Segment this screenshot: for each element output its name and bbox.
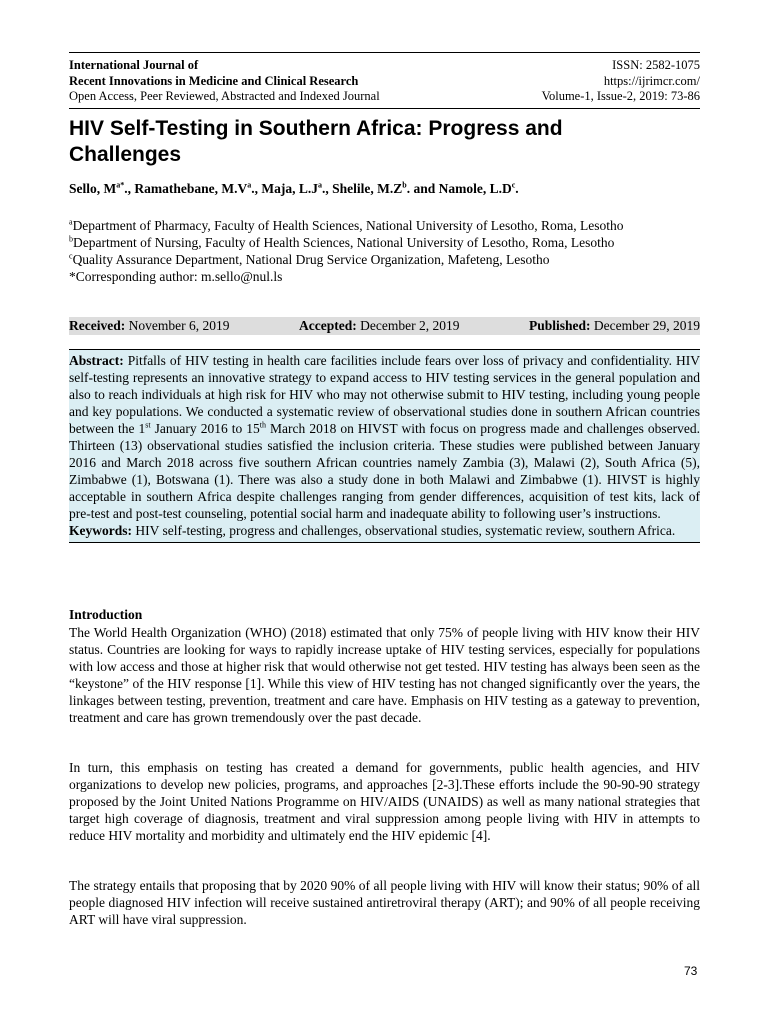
author: Shelile, M.Z bbox=[332, 181, 403, 196]
author: Sello, M bbox=[69, 181, 117, 196]
body-paragraph: In turn, this emphasis on testing has created a demand for governments, public health agencies, and HIV organizations to develop new policies, programs, and approaches [2-3].These efforts include the 90-90-90 strategy proposed by the Joint United Nations Programme on HIV/AIDS (UNAIDS) as well as many national strategies that target high coverage of diagnosis, treatment and viral suppression among people living with HIV in attempts to reduce HIV mortality and morbidity and ultimately end the HIV epidemic [4]. bbox=[69, 760, 700, 843]
paper-title: HIV Self-Testing in Southern Africa: Progress and Challenges bbox=[69, 117, 563, 166]
received-date: Received: November 6, 2019 bbox=[69, 318, 230, 333]
author: Namole, L.D bbox=[438, 181, 512, 196]
affiliation: $^c$Quality Assurance Department, National Drug Service Organization, Mafeteng, Lesotho bbox=[69, 251, 550, 267]
body-paragraph: The strategy entails that proposing that by 2020 90% of all people living with HIV will know their status; 90% of all people diagnosed HIV infection will receive sustained antiretroviral therapy (ART); and 90% of all people receiving ART will have viral suppression. bbox=[69, 878, 700, 927]
journal-name-line1: International Journal of bbox=[69, 58, 199, 72]
keywords: Keywords: HIV self-testing, progress and challenges, observational studies, systematic review, southern Africa. bbox=[69, 523, 676, 538]
author: Maja, L.J bbox=[261, 181, 318, 196]
journal-url[interactable]: https://ijrimcr.com/ bbox=[603, 73, 700, 88]
journal-description: Open Access, Peer Reviewed, Abstracted and Indexed Journal bbox=[69, 89, 380, 103]
issn: ISSN: 2582-1075 bbox=[612, 58, 700, 72]
author-list: Sello, $M^{a*}$., Ramathebane, $M.V^a$., Maja, $L.J^a$., Shelile, $M.Z^b$. and Namole, $L.D^c$. bbox=[69, 180, 519, 196]
affiliations bbox=[69, 217, 700, 285]
page-number: 73 bbox=[684, 964, 698, 978]
abstract-box bbox=[69, 349, 700, 543]
volume-issue: Volume-1, Issue-2, 2019: 73-86 bbox=[541, 89, 700, 103]
published-date: Published: December 29, 2019 bbox=[528, 318, 700, 333]
corresponding-author: *Corresponding author: m.sello@nul.ls bbox=[69, 269, 283, 284]
body-paragraph: The World Health Organization (WHO) (2018) estimated that only 75% of people living with HIV know their HIV status. Countries are looking for ways to rapidly increase uptake of HIV testing services, especially for populations with low access and those at higher risk that would otherwise not get tested. HIV testing has always been seen as the “keystone” of the HIV response [1]. While this view of HIV testing has not changed significantly over the years, the linkages between testing, prevention, treatment and care have. Emphasis on HIV testing as a gateway to prevention, treatment and care has grown tremendously over the past decade. bbox=[69, 625, 700, 725]
author: Ramathebane, M.V bbox=[134, 181, 248, 196]
affiliation: $^a$Department of Pharmacy, Faculty of Health Sciences, National University of Lesotho, Roma, Lesotho bbox=[69, 217, 624, 233]
journal-header bbox=[69, 52, 700, 109]
affiliation: $^b$Department of Nursing, Faculty of Health Sciences, National University of Lesotho, Roma, Lesotho bbox=[69, 234, 615, 250]
publication-dates bbox=[69, 317, 700, 335]
accepted-date: Accepted: December 2, 2019 bbox=[299, 318, 460, 333]
journal-name-line2: Recent Innovations in Medicine and Clinical Research bbox=[69, 73, 359, 88]
section-heading-introduction: Introduction bbox=[69, 607, 143, 622]
abstract-text: Abstract: Pitfalls of HIV testing in health care facilities include fears over loss of privacy and confidentiality. HIV self-testing represents an innovative strategy to expand access to HIV testing services in the general population and also to reach individuals at high risk for HIV who may not otherwise submit to HIV testing, including young people and key populations. We conducted a systematic review of observational studies done in southern African countries between the 1st January 2016 to 15th March 2018 on HIVST with focus on progress made and challenges observed. Thirteen (13) observational studies satisfied the inclusion criteria. These studies were published between January 2016 and March 2018 across five southern African countries namely Zambia (3), Malawi (2), South Africa (5), Zimbabwe (1), Botswana (1). There was also a study done in both Malawi and Zimbabwe (1). HIVST is highly acceptable in southern Africa despite challenges ranging from gender differences, acquisition of test kits, lack of pre-test and post-test counseling, potential social harm and inadequate ability to following user’s instructions. bbox=[69, 353, 701, 521]
